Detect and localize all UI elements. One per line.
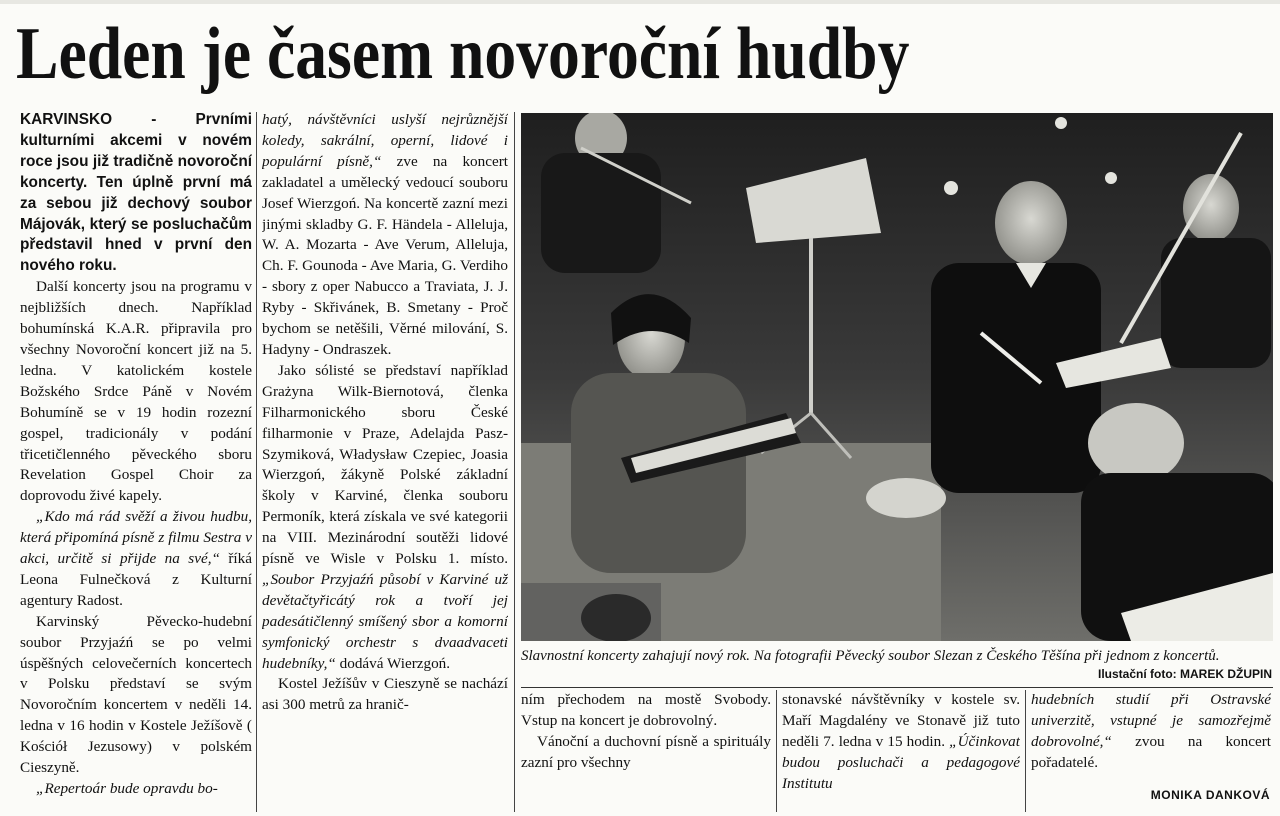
concert-photo <box>521 113 1273 641</box>
top-strip <box>0 0 1280 4</box>
article-column-3 <box>521 690 771 810</box>
paragraph <box>20 779 252 800</box>
article-column-2 <box>262 110 508 810</box>
article-column-4 <box>782 690 1020 810</box>
paragraph-text: zve na koncert zakladatel a umělecký vedoucí souboru Josef Wierzgoń. Na koncertě zazní mezi jinými skladby G. F. Händela - Alleluja, W. A. Mozarta - Ave Verum, Alleluja, Ch. F. Gounoda - Ave Maria, G. Verdiho - sbory z oper Nabucco a Traviata, J. J. Ryby - Skřivánek, B. Smetany - Proč bychom se netěšili, Věrné milování, S. Hadyny - Ondraszek. <box>262 152 508 358</box>
photo-caption: Slavnostní koncerty zahajují nový rok. Na fotografii Pěvecký soubor Slezan z Českého Těšína při jednom z koncertů. <box>521 648 1220 664</box>
paragraph: Vánoční a duchovní písně a spirituály zazní pro všechny <box>521 732 771 771</box>
lead-text: - Prvními kulturními akcemi v novém roce jsou již tradičně novoroční koncerty. Ten úplně první má za sebou již dechový soubor Májovák, který se posluchačům představil hned v první den nového roku. <box>20 111 252 275</box>
quote: „Soubor Przyjaźń působí v Karviné už devětačtyřicátý rok a tvoří jej padesátičlenný smíšený sbor a komorní symfonický orchestr s dvaadvaceti hudebníky,“ <box>262 570 508 672</box>
paragraph <box>262 110 508 361</box>
lead-paragraph <box>20 110 252 277</box>
paragraph: Karvinský Pěvecko-hudební soubor Przyjaźń se po velmi úspěšných celovečerních koncertech v Polsku představí se svým Novoročním koncertem v neděli 14. ledna v 16 hodin v Kostele Ježíšově ( Kościół Jezusowy) v polském Cieszyně. <box>20 612 252 777</box>
quote: „Repertoár bude opravdu bo- <box>36 780 218 797</box>
quote: hatý, návštěvníci uslyší nejrůznější koledy, sakrální, operní, lidové i populární písně,“ <box>262 111 508 170</box>
quote: hudebních studií při Ostravské univerzitě, vstupné je samozřejmě dobrovolné,“ <box>1031 691 1271 750</box>
paragraph: ním přechodem na mostě Svobody. Vstup na koncert je dobrovolný. <box>521 691 771 729</box>
paragraph <box>1031 690 1271 774</box>
paragraph-text: zvou na koncert pořadatelé. <box>1031 732 1271 771</box>
photo-credit: Ilustační foto: MAREK DŽUPIN <box>1098 667 1272 681</box>
quote: „Kdo má rád svěží a živou hudbu, která připomíná písně z filmu Sestra v akci, určitě si přijde na své,“ <box>20 508 252 568</box>
dateline: KARVINSKO <box>20 111 113 128</box>
paragraph: Kostel Ježíšův v Cieszyně se nachází asi 300 metrů za hranič- <box>262 675 508 714</box>
paragraph <box>782 690 1020 795</box>
column-divider <box>514 112 515 812</box>
quote: „Účinkovat budou posluchači a pedagogové Institutu <box>782 732 1020 792</box>
paragraph-text: dodává Wierzgoń. <box>335 654 451 672</box>
column-divider <box>1025 690 1026 812</box>
paragraph <box>20 507 252 612</box>
column-divider <box>776 690 777 812</box>
paragraph-text: stonavské návštěvníky v kostele sv. Maří Magdalény ve Stonavě již tuto neděli 7. ledna v 15 hodin. <box>782 691 1020 750</box>
headline: Leden je časem novoroční hudby <box>16 13 910 95</box>
paragraph <box>262 361 508 675</box>
article-column-1 <box>20 110 252 810</box>
column-divider <box>256 112 257 812</box>
caption-divider <box>521 687 1273 688</box>
author-byline: MONIKA DANKOVÁ <box>1150 788 1270 802</box>
paragraph: Další koncerty jsou na programu v nejbližších dnech. Například bohumínská K.A.R. připravila pro všechny Novoroční koncert již na 5. ledna. V katolickém kostele Božského Srdce Páně v Novém Bohumíně se v 19 hodin rozezní gospel, tradicionály v podání třicetičlenného pěveckého sboru Revelation Gospel Choir za doprovodu živé kapely. <box>20 278 252 505</box>
paragraph-text: Jako sólisté se představí například Grażyna Wilk-Biernotová, členka Filharmonického sboru České filharmonie v Praze, Adelajda Pasz-Szymiková, Władysław Czepiec, Joasia Wierzgoń, žákyně Polské základní školy v Karviné, členka souboru Permoník, která získala ve své kategorii na VIII. Mezinárodní soutěži lidové písně ve Wisle v Polsku 1. místo. <box>262 361 508 568</box>
choir-photo-illustration <box>521 113 1273 641</box>
paragraph-text: říká Leona Fulnečková z Kulturní agentury Radost. <box>20 550 252 609</box>
